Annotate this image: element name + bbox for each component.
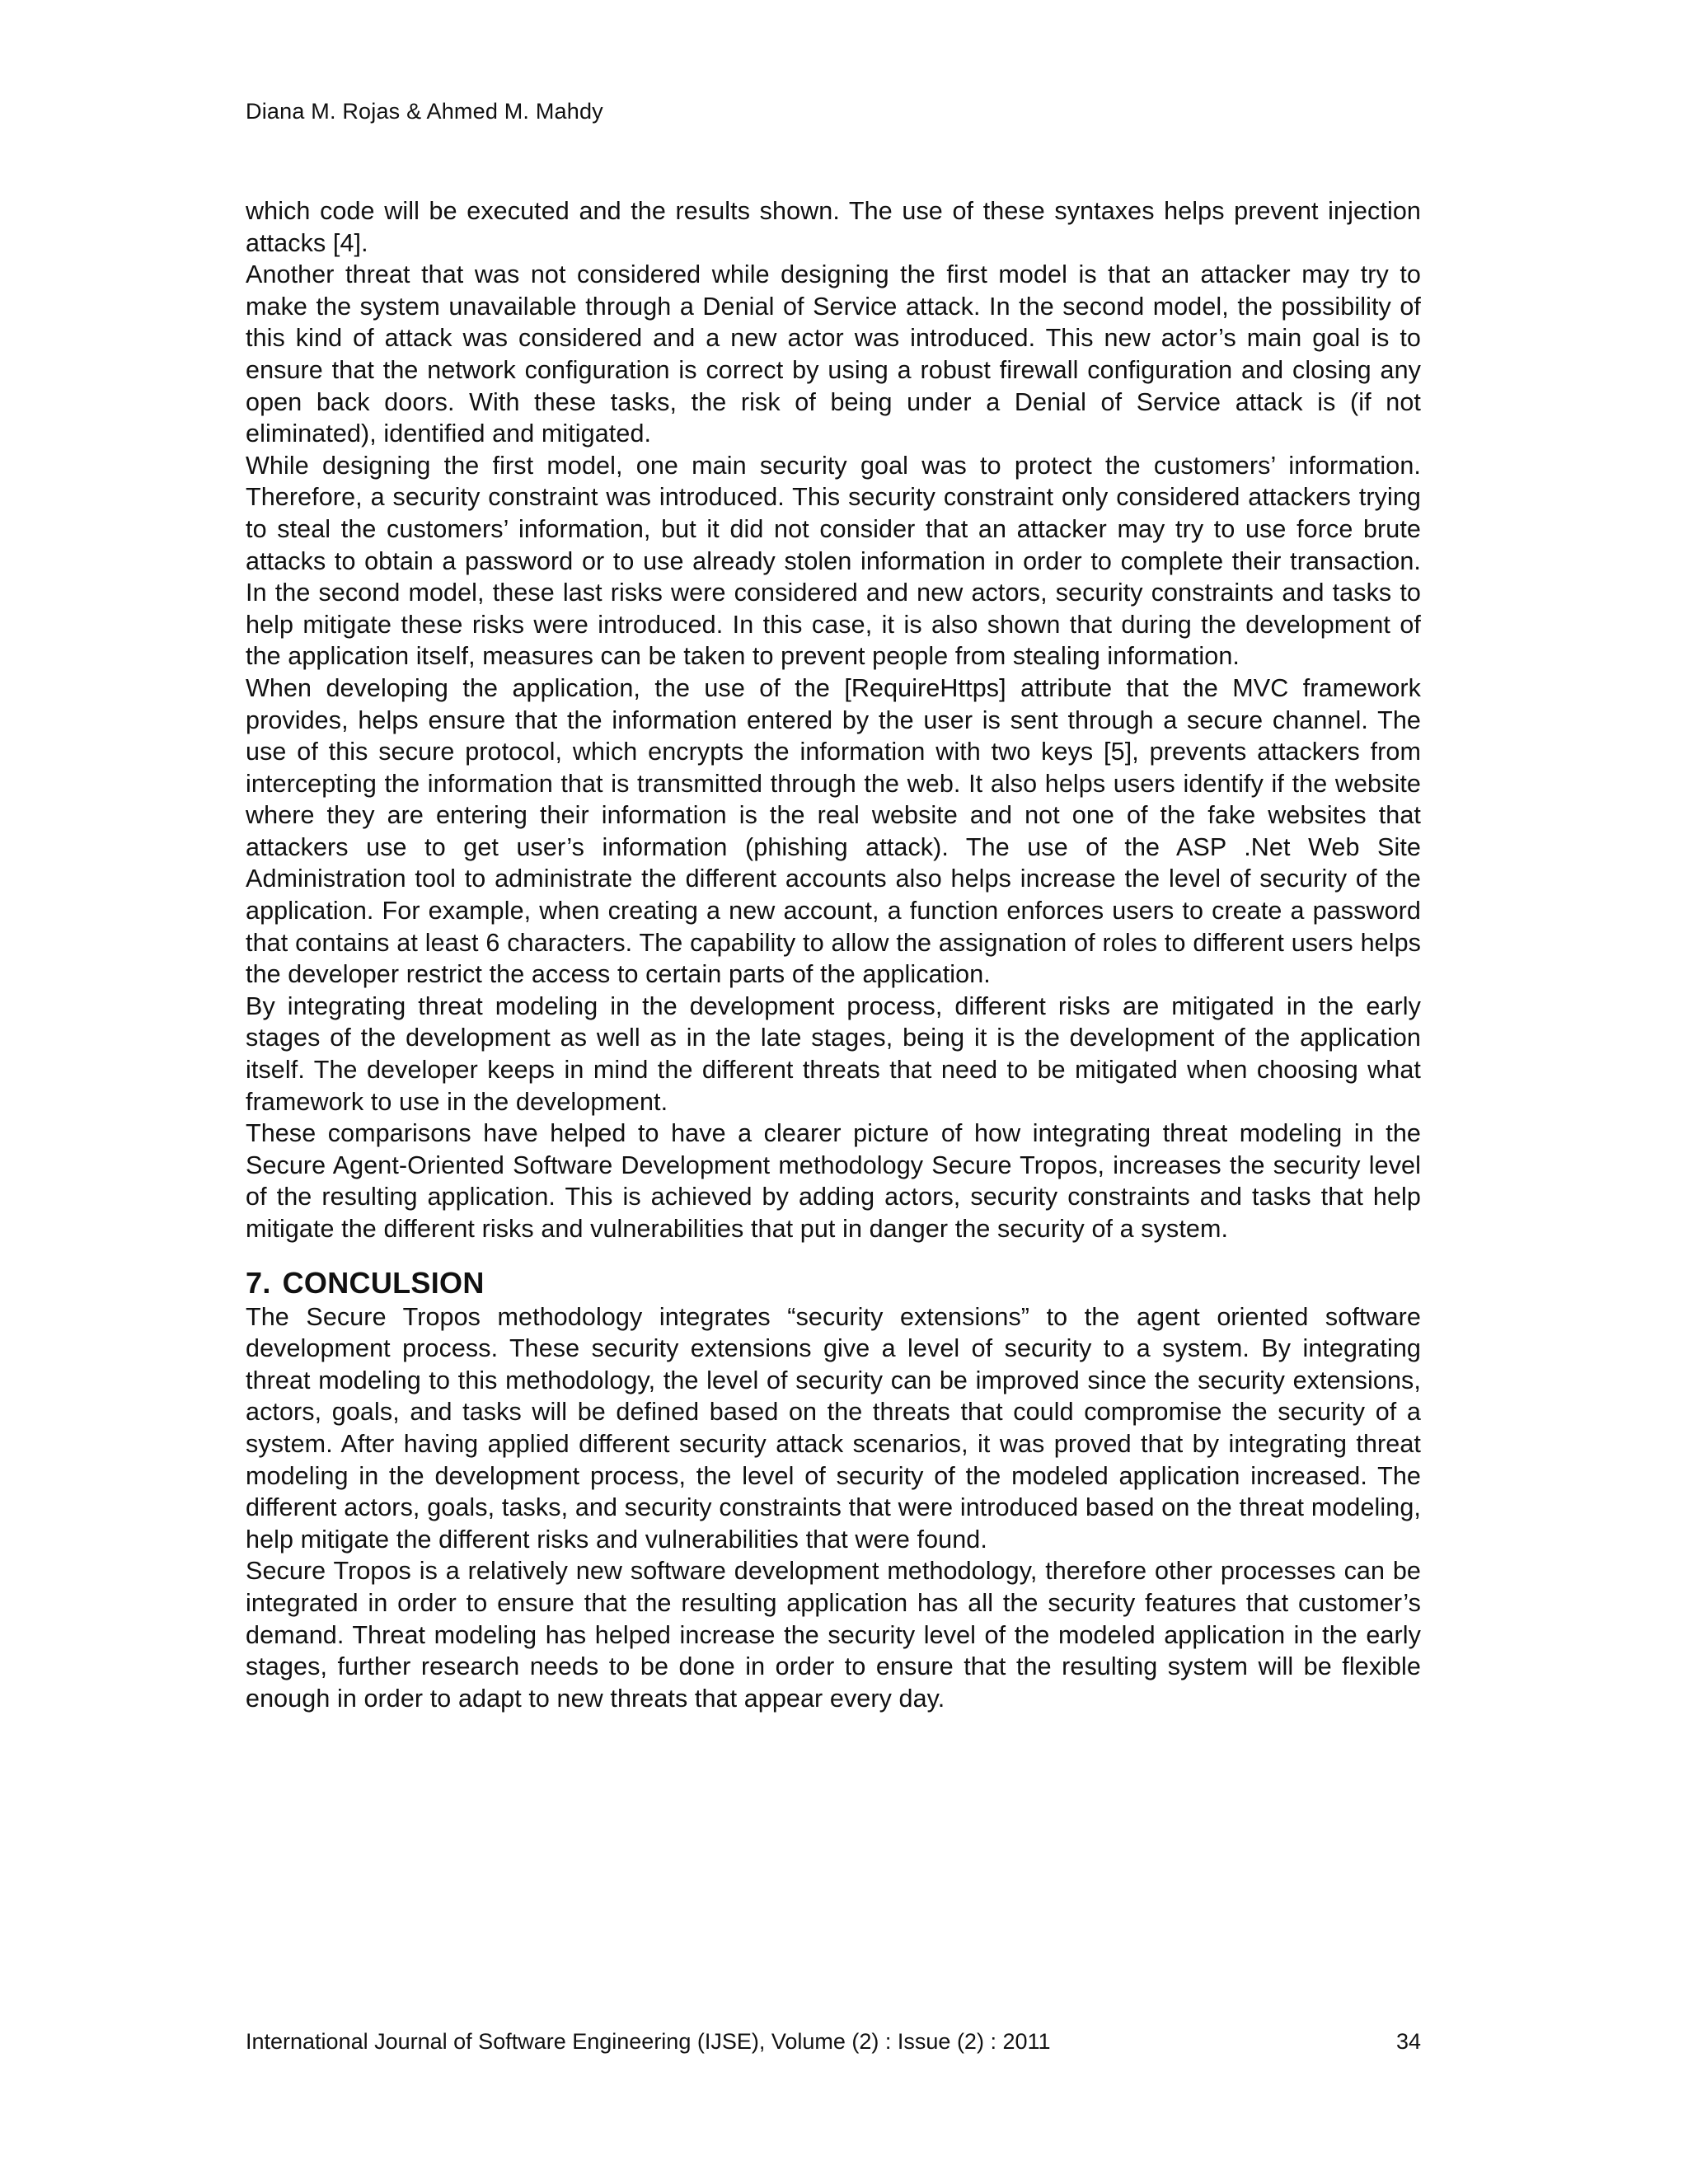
body-paragraph: These comparisons have helped to have a clearer picture of how integrating threat modeling in the Secure Agent-Oriented Software Development methodology Secure Tropos, increases the security level of the resulting application. This is achieved by adding actors, security constraints and tasks that help mitigate the different risks and vulnerabilities that put in danger the security of a system. <box>246 1119 1421 1243</box>
page-number: 34 <box>1395 2029 1421 2054</box>
conclusion-paragraph: Secure Tropos is a relatively new software development methodology, therefore other processes can be integrated in order to ensure that the resulting application has all the security features that customer’s demand. Threat modeling has helped increase the security level of the modeled application in the early stages, further research needs to be done in order to ensure that the resulting system will be flexible enough in order to adapt to new threats that appear every day. <box>246 1557 1421 1713</box>
body-paragraph: When developing the application, the use of the [RequireHttps] attribute that the MVC framework provides, helps ensure that the information entered by the user is sent through a secure channel. The use of this secure protocol, which encrypts the information with two keys [5], prevents attackers from intercepting the information that is transmitted through the web. It also helps users identify if the website where they are entering their information is the real website and not one of the fake websites that attackers use to get user’s information (phishing attack). The use of the ASP .Net Web Site Administration tool to administrate the different accounts also helps increase the level of security of the application. For example, when creating a new account, a function enforces users to create a password that contains at least 6 characters. The capability to allow the assignation of roles to different users helps the developer restrict the access to certain parts of the application. <box>246 673 1421 989</box>
section-heading-conclusion <box>246 1265 1421 1301</box>
section-title: CONCULSION <box>282 1265 485 1300</box>
journal-citation: International Journal of Software Engineering (IJSE), Volume (2) : Issue (2) : 2011 <box>246 2029 1051 2054</box>
page-body <box>246 195 1421 1714</box>
section-number: 7. <box>246 1265 271 1300</box>
page-footer <box>246 2027 1421 2055</box>
body-paragraph: By integrating threat modeling in the development process, different risks are mitigated in the early stages of the development as well as in the late stages, being it is the development of the application itself. The developer keeps in mind the different threats that need to be mitigated when choosing what framework to use in the development. <box>246 991 1421 1116</box>
body-paragraph: While designing the first model, one main security goal was to protect the customers’ information. Therefore, a security constraint was introduced. This security constraint only considered attackers trying to steal the customers’ information, but it did not consider that an attacker may try to use force brute attacks to obtain a password or to use already stolen information in order to complete their transaction. In the second model, these last risks were considered and new actors, security constraints and tasks to help mitigate these risks were introduced. In this case, it is also shown that during the development of the application itself, measures can be taken to prevent people from stealing information. <box>246 451 1421 671</box>
body-paragraph: Another threat that was not considered while designing the first model is that an attacker may try to make the system unavailable through a Denial of Service attack. In the second model, the possibility of this kind of attack was considered and a new actor was introduced. This new actor’s main goal is to ensure that the network configuration is correct by using a robust firewall configuration and closing any open back doors. With these tasks, the risk of being under a Denial of Service attack is (if not eliminated), identified and mitigated. <box>246 260 1421 448</box>
conclusion-paragraph: The Secure Tropos methodology integrates “security extensions” to the agent oriented software development process. These security extensions give a level of security to a system. By integrating threat modeling to this methodology, the level of security can be improved since the security extensions, actors, goals, and tasks will be defined based on the threats that could compromise the security of a system. After having applied different security attack scenarios, it was proved that by integrating threat modeling in the development process, the level of security of the modeled application increased. The different actors, goals, tasks, and security constraints that were introduced based on the threat modeling, help mitigate the different risks and vulnerabilities that were found. <box>246 1302 1421 1554</box>
body-paragraph: which code will be executed and the results shown. The use of these syntaxes helps prevent injection attacks [4]. <box>246 197 1421 257</box>
running-header: Diana M. Rojas & Ahmed M. Mahdy <box>246 99 603 124</box>
